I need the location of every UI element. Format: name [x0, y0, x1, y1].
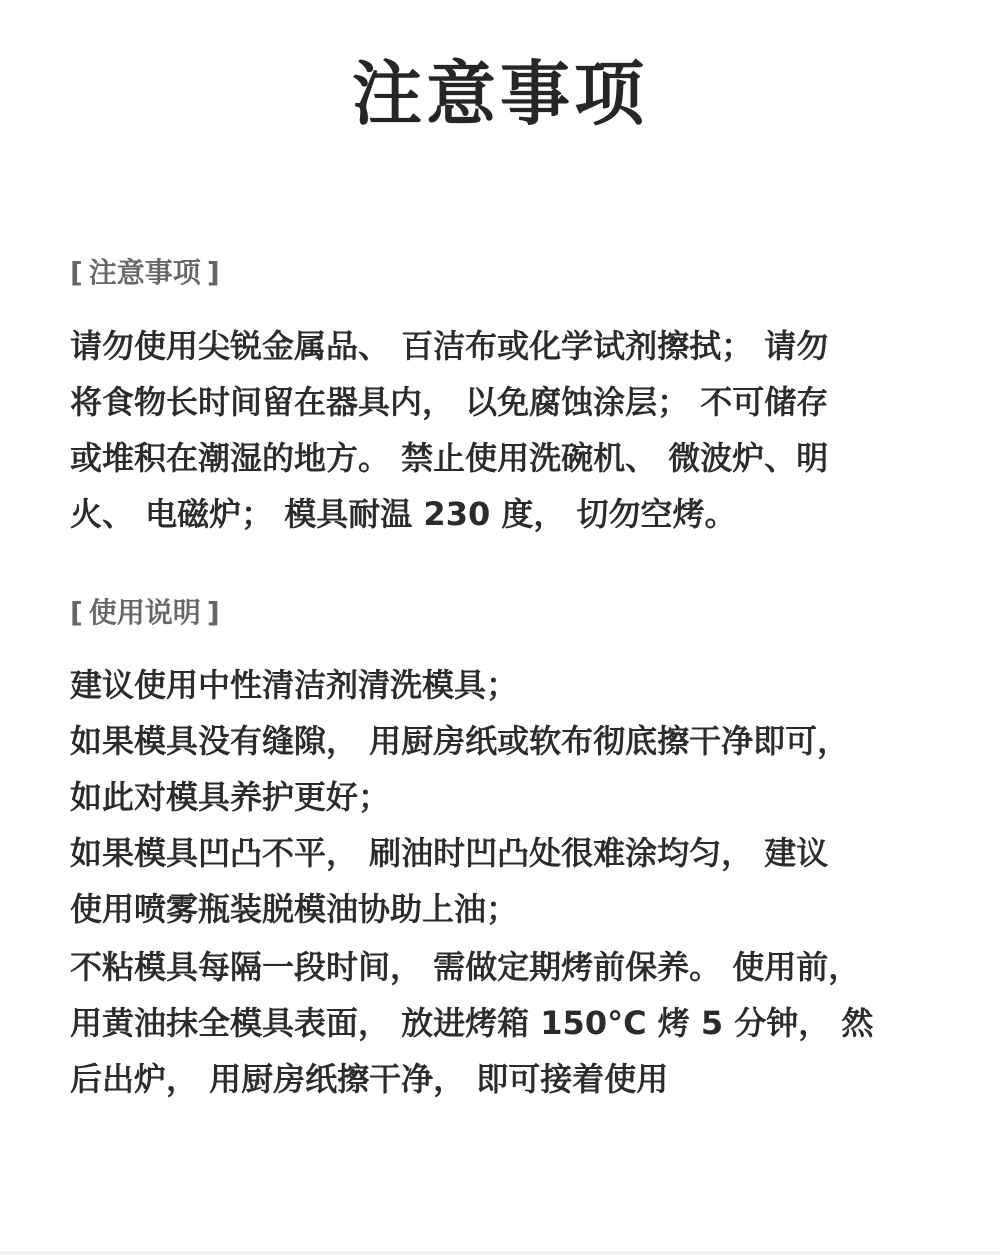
instructions-line: 后出炉， 用厨房纸擦干净， 即可接着使用: [70, 1060, 669, 1098]
section-heading-precautions: [70, 253, 220, 293]
instructions-line: 使用喷雾瓶装脱模油协助上油；: [70, 890, 519, 928]
bracket-close: ]: [206, 256, 220, 289]
instructions-line: 如果模具凹凸不平， 刷油时凹凸处很难涂均匀， 建议: [70, 834, 829, 872]
page-title: 注意事项: [352, 53, 648, 135]
section-heading-label: 注意事项: [88, 256, 201, 289]
section-heading-instructions: [70, 593, 220, 633]
instructions-line: 不粘模具每隔一段时间， 需做定期烤前保养。 使用前，: [70, 948, 861, 986]
precautions-line: 或堆积在潮湿的地方。 禁止使用洗碗机、 微波炉、明: [70, 439, 829, 477]
precautions-line: 火、 电磁炉； 模具耐温 230 度， 切勿空烤。: [70, 495, 737, 533]
precautions-line: 请勿使用尖锐金属品、 百洁布或化学试剂擦拭； 请勿: [70, 327, 829, 365]
bottom-divider: [0, 1251, 1000, 1255]
instructions-line: 如此对模具养护更好；: [70, 778, 391, 816]
precautions-line: 将食物长时间留在器具内， 以免腐蚀涂层； 不可储存: [70, 383, 829, 421]
instructions-line: 如果模具没有缝隙， 用厨房纸或软布彻底擦干净即可，: [70, 722, 850, 760]
instructions-line: 建议使用中性清洁剂清洗模具；: [70, 666, 519, 704]
instructions-line: 用黄油抹全模具表面， 放进烤箱 150°C 烤 5 分钟， 然: [70, 1004, 874, 1042]
section-heading-label: 使用说明: [88, 596, 201, 629]
bracket-open: [: [70, 596, 83, 629]
bracket-open: [: [70, 256, 83, 289]
bracket-close: ]: [206, 596, 220, 629]
